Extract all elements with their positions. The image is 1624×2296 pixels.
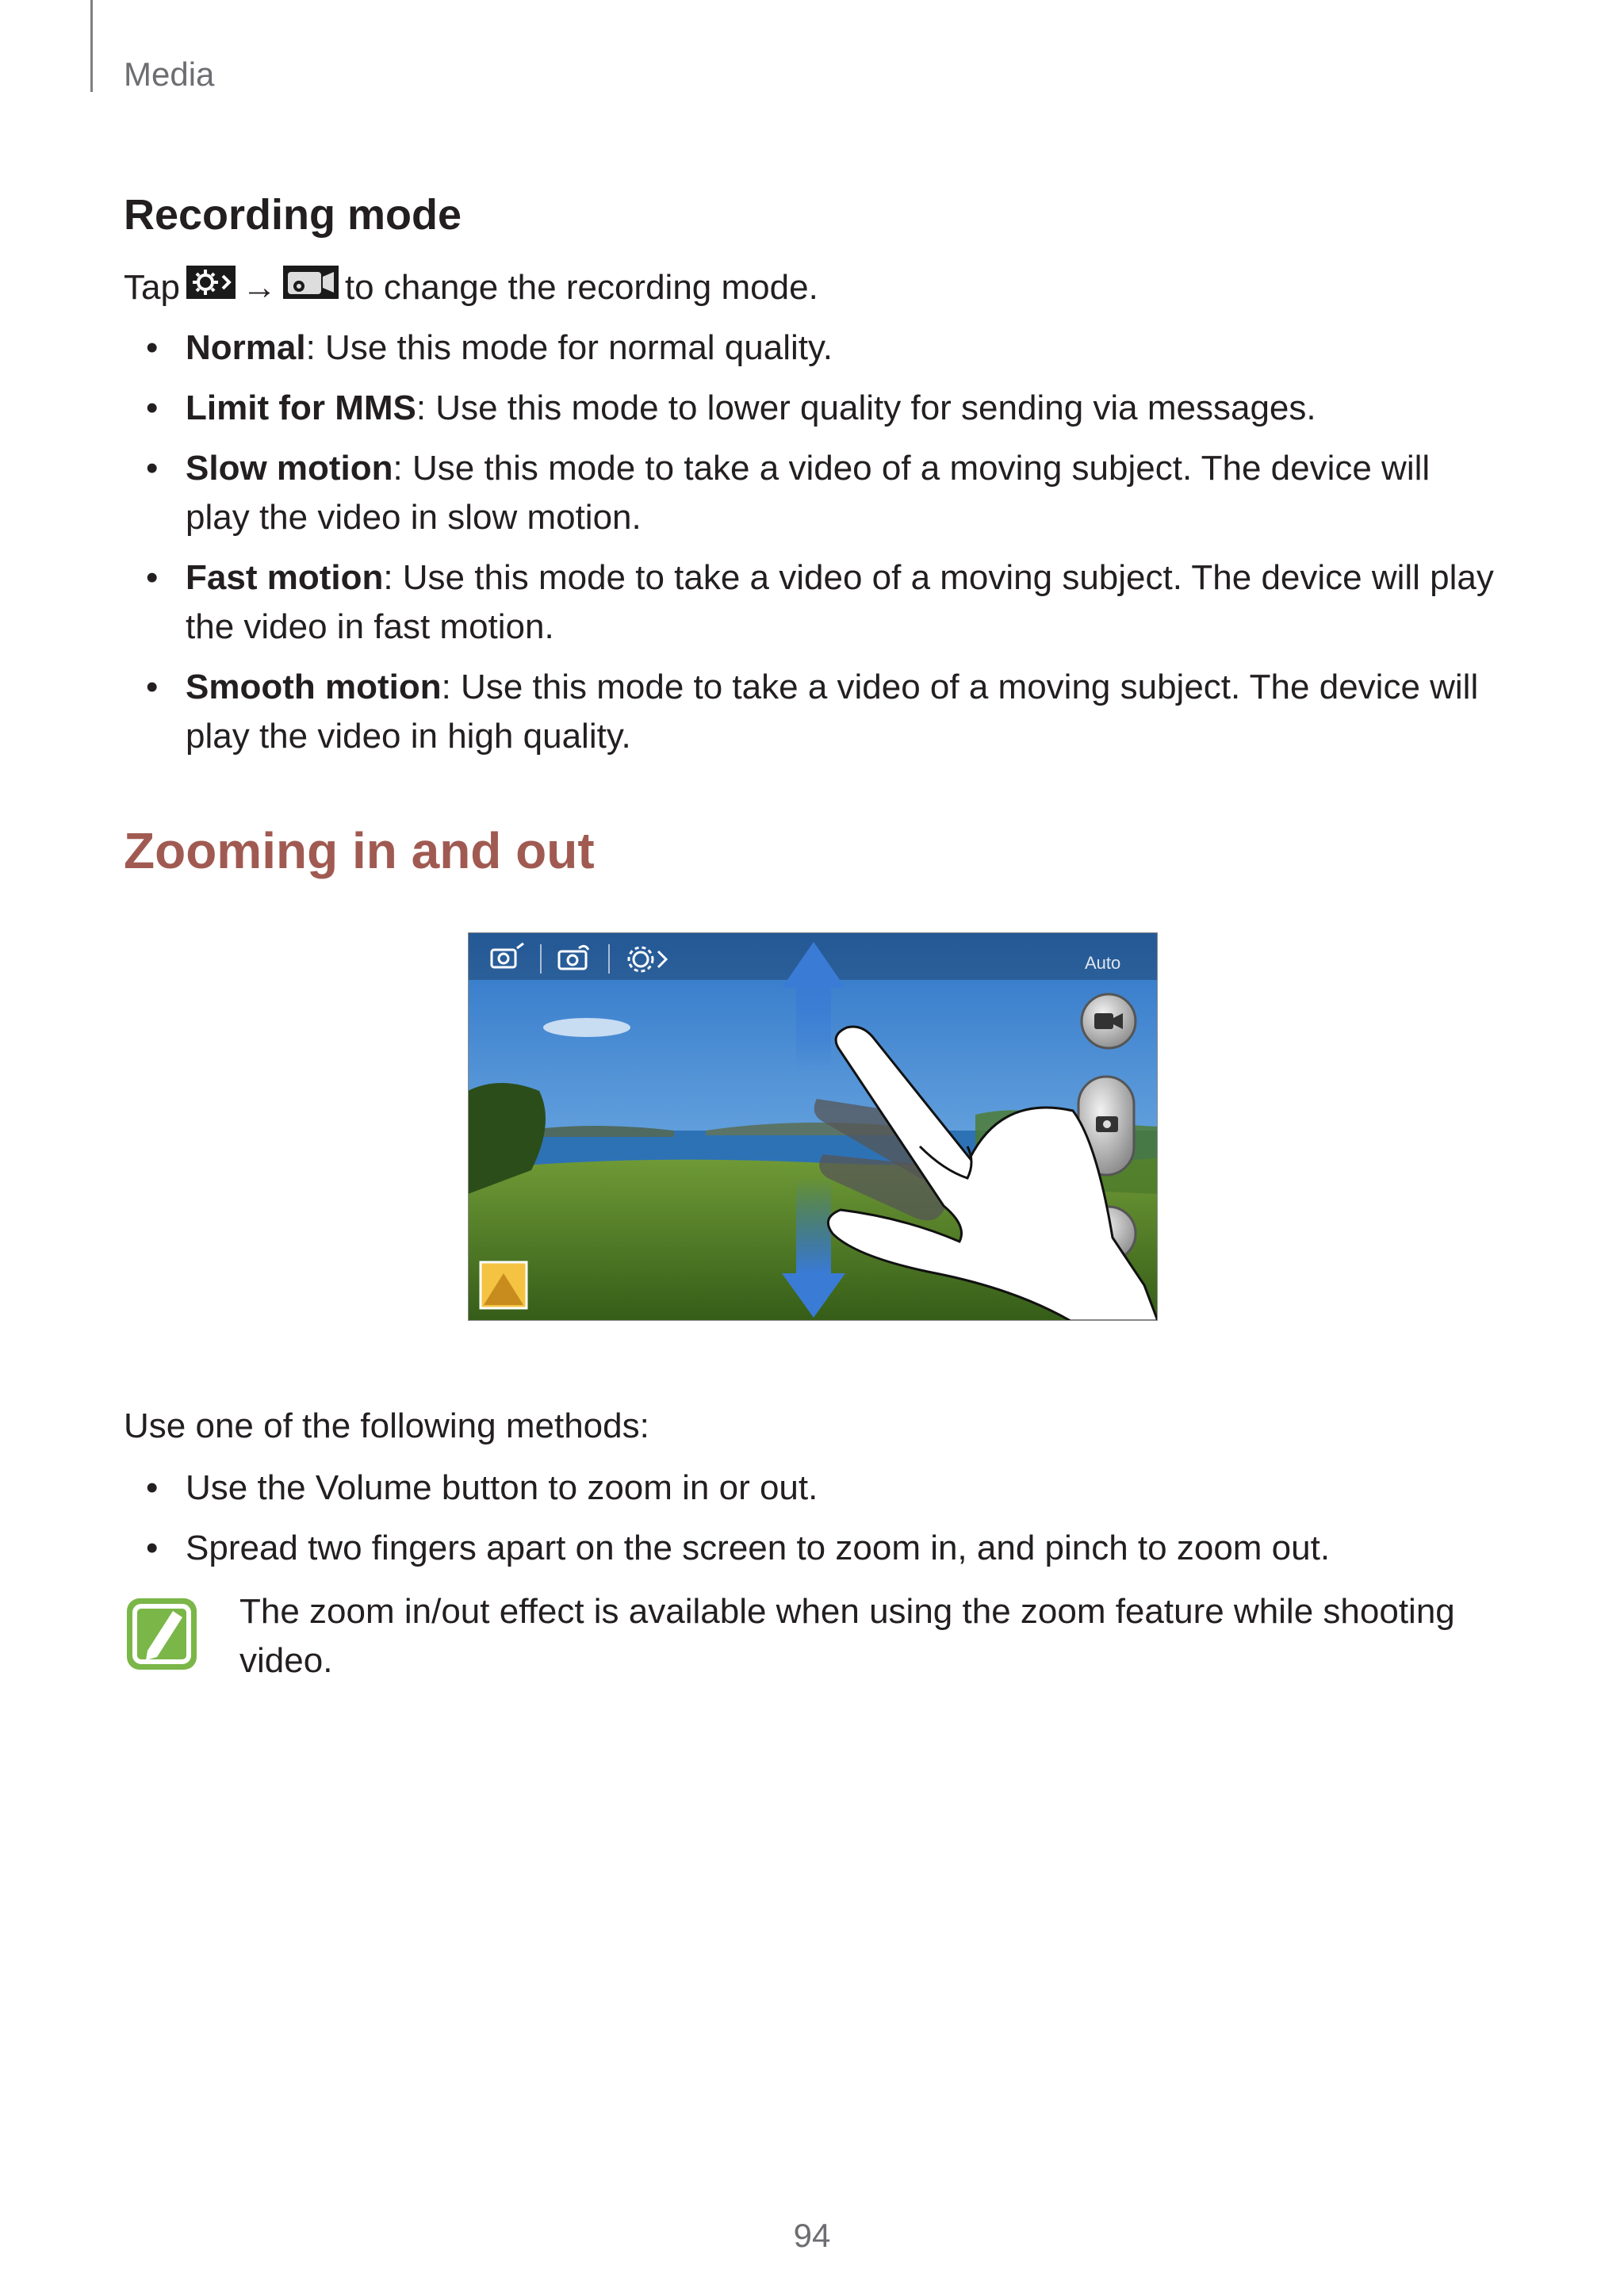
video-camera-icon	[1082, 994, 1136, 1048]
list-item: • Smooth motion: Use this mode to take a video of a moving subject. The device will play the video in high quality.	[146, 668, 1479, 756]
zoom-screenshot	[468, 932, 1158, 1321]
zoom-methods-list	[124, 1464, 1503, 1584]
header-rule	[90, 0, 93, 92]
shutter-camera-icon	[1096, 1116, 1118, 1132]
arrow: →	[241, 268, 277, 307]
recording-mode-heading: Recording mode	[124, 191, 462, 239]
record-mode-icon	[283, 263, 339, 312]
tap-prefix: Tap	[124, 268, 180, 307]
zoom-heading: Zooming in and out	[124, 822, 595, 879]
list-item: • Use the Volume button to zoom in or out.	[146, 1468, 818, 1507]
note-text: The zoom in/out effect is available when using the zoom feature while shooting video.	[239, 1592, 1455, 1680]
page-number: 94	[793, 2217, 831, 2254]
tap-instruction	[124, 263, 818, 312]
gallery-thumbnail	[481, 1262, 527, 1308]
section-label: Media	[124, 55, 215, 93]
list-item: • Spread two fingers apart on the screen to zoom in, and pinch to zoom out.	[146, 1529, 1331, 1567]
recording-mode-list	[124, 323, 1503, 772]
list-item: • Fast motion: Use this mode to take a video of a moving subject. The device will play the video in fast motion.	[146, 558, 1494, 646]
tap-suffix: to change the recording mode.	[344, 268, 818, 307]
mode-label: Auto	[1085, 953, 1121, 973]
list-item: • Normal: Use this mode for normal quality.	[146, 328, 833, 367]
list-item: • Limit for MMS: Use this mode to lower quality for sending via messages.	[146, 388, 1316, 427]
note-icon	[124, 1595, 200, 1673]
list-item: • Slow motion: Use this mode to take a video of a moving subject. The device will play the video in slow motion.	[146, 449, 1431, 537]
settings-icon	[186, 263, 236, 312]
methods-intro: Use one of the following methods:	[124, 1406, 649, 1445]
